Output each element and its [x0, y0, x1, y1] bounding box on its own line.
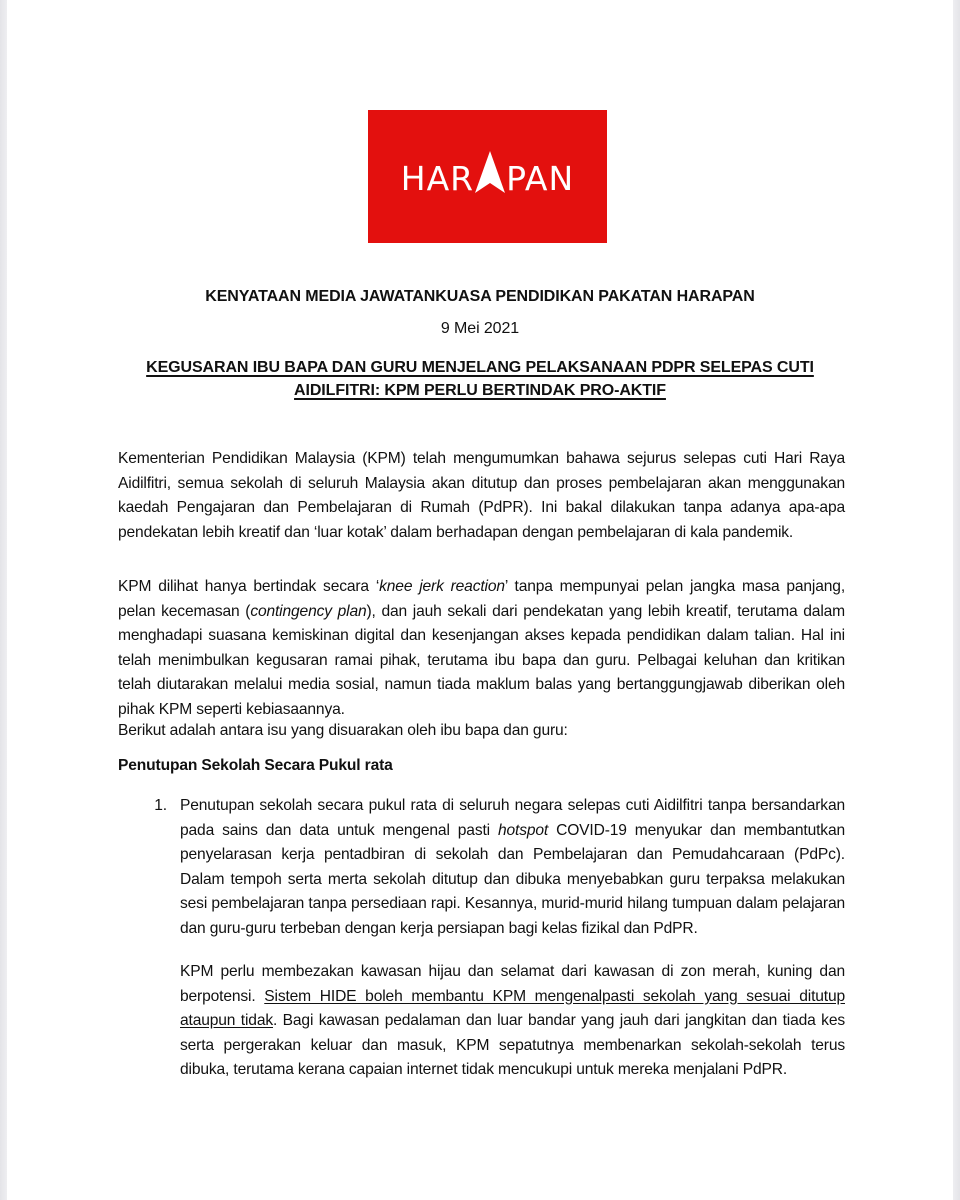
paragraph-text: KPM perlu membezakan kawasan hijau dan selamat dari kawasan di zon merah, kuning dan berpotensi.: [180, 963, 845, 1005]
paragraph-text: Penutupan sekolah secara pukul rata di seluruh negara selepas cuti Aidilfitri tanpa bersandarkan pada sains dan data untuk mengenal pasti: [180, 797, 845, 839]
paragraph-text: KPM dilihat hanya bertindak secara ‘: [118, 578, 380, 595]
paragraph-criticism: [118, 575, 845, 722]
paragraph-text: ), dan jauh sekali dari pendekatan yang lebih kreatif, terutama dalam menghadapi suasana kemiskinan digital dan kesenjangan akses kepada pendidikan dalam talian. Hal ini telah menimbulkan kegusaran ramai pihak, terutama ibu bapa dan guru. Pelbagai keluhan dan kritikan telah diutarakan melalui media sosial, namun tiada maklum balas yang bertanggungjawab diberikan oleh pihak KPM seperti kebiasaannya.: [118, 602, 845, 718]
issues-list: [118, 794, 845, 941]
page-edge-right: [953, 0, 960, 1200]
harapan-logo: [368, 110, 607, 243]
italic-term: hotspot: [497, 821, 549, 839]
list-item: [118, 794, 845, 941]
italic-term: contingency plan: [250, 602, 367, 620]
list-number-text: 1.: [154, 797, 167, 814]
page-edge-left: [0, 0, 7, 1200]
paragraph-issues-intro: Berikut adalah antara isu yang disuarakan oleh ibu bapa dan guru:: [118, 722, 568, 739]
statement-date: 9 Mei 2021: [440, 320, 520, 337]
paragraph-text: COVID-19 menyukar dan membantutkan penyelarasan kerja pentadbiran di sekolah dan Pembelajaran dan Pemudahcaraan (PdPc). Dalam tempoh serta merta sekolah ditutup dan dibuka menyebabkan guru terpaksa melakukan sesi pembelajaran tanpa persediaan rapi. Kesannya, murid-murid hilang tumpuan dalam pelajaran dan guru-guru terbeban dengan kerja persiapan bagi kelas fizikal dan PdPR.: [180, 821, 845, 937]
logo-text-right: PAN: [506, 159, 575, 198]
paragraph-text: . Bagi kawasan pedalaman dan luar bandar yang jauh dari jangkitan dan tiada kes serta pergerakan keluar dan masuk, KPM sepatutnya membenarkan sekolah-sekolah terus dibuka, terutama kerana capaian internet tidak mencukupi untuk mereka menjalani PdPR.: [180, 1012, 845, 1078]
italic-term: knee jerk reaction: [379, 578, 505, 595]
statement-heading: KENYATAAN MEDIA JAWATANKUASA PENDIDIKAN PAKATAN HARAPAN: [205, 288, 755, 305]
section-heading: Penutupan Sekolah Secara Pukul rata: [118, 757, 393, 774]
list-number: [118, 794, 180, 941]
underlined-text: Sistem HIDE boleh membantu KPM mengenalpasti sekolah yang sesuai ditutup ataupun tidak: [180, 987, 845, 1029]
logo-text-left: HAR: [400, 159, 475, 198]
paragraph-intro: Kementerian Pendidikan Malaysia (KPM) telah mengumumkan bahawa sejurus selepas cuti Hari Raya Aidilfitri, semua sekolah di seluruh Malaysia akan ditutup dan proses pembelajaran akan menggunakan kaedah Pengajaran dan Pembelajaran di Rumah (PdPR). Ini bakal dilakukan tanpa adanya apa-apa pendekatan lebih kreatif dan ‘luar kotak’ dalam berhadapan dengan pembelajaran di kala pandemik.: [118, 450, 845, 541]
document-page: [7, 0, 953, 1200]
list-item-continuation: [180, 960, 845, 1083]
paragraph-text: ’ tanpa mempunyai pelan jangka masa panjang, pelan kecemasan (: [118, 578, 845, 620]
logo-wordmark: [400, 159, 575, 198]
document-title: KEGUSARAN IBU BAPA DAN GURU MENJELANG PELAKSANAAN PDPR SELEPAS CUTI AIDILFITRI: KPM PERLU BERTINDAK PRO-AKTIF: [146, 359, 814, 399]
list-item-text: [180, 794, 845, 941]
arrow-up-icon: [475, 151, 505, 193]
